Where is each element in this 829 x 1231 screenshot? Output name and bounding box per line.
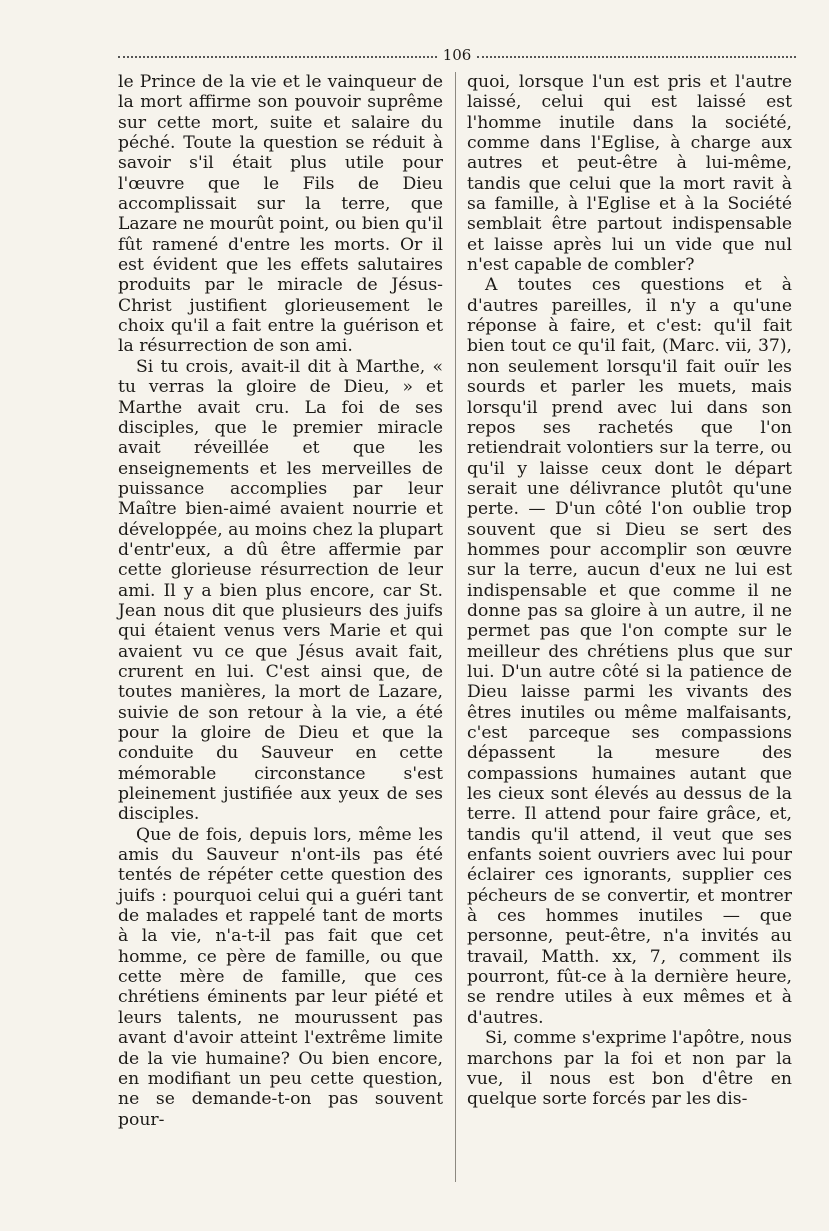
paragraph: le Prince de la vie et le vainqueur de la mort affirme son pouvoir suprême sur cette mort, suite et salaire du péché. Toute la question se réduit à savoir s'il était plus utile pour l'œuvre que le Fils de Dieu accomplissait sur la terre, que Lazare ne mourût point, ou bien qu'il fût ramené d'entre les morts. Or il est évident que les effets salutaires produits par le miracle de Jésus-Christ justifient glorieusement le choix qu'il a fait entre la guérison et la résurrection de son ami.: [118, 72, 443, 357]
paragraph: Que de fois, depuis lors, même les amis du Sauveur n'ont-ils pas été tentés de répéter cette question des juifs : pourquoi celui qui a guéri tant de malades et rappelé tant de morts à la vie, n'a-t-il pas fait que cet homme, ce père de famille, ou que cette mère de famille, que ces chrétiens éminents par leur piété et leurs talents, ne mourussent pas avant d'avoir atteint l'extrême limite de la vie humaine? Ou bien encore, en modifiant un peu cette question, ne se demande-t-on pas souvent pour-: [118, 824, 443, 1130]
page-number: 106: [442, 46, 472, 64]
page-header: [118, 44, 796, 66]
paragraph: quoi, lorsque l'un est pris et l'autre laissé, celui qui est laissé est l'homme inutile dans la société, comme dans l'Eglise, à charge aux autres et peut-être à lui-même, tandis que celui que la mort ravit à sa famille, à l'Eglise et à la Société semblait être partout indispensable et laisse après lui un vide que nul n'est capable de combler?: [467, 72, 792, 276]
left-column: [118, 72, 443, 1130]
paragraph: A toutes ces questions et à d'autres pareilles, il n'y a qu'une réponse à faire, et c'est: qu'il fait bien tout ce qu'il fait, (Marc. vii, 37), non seulement lorsqu'il fait ouïr les sourds et parler les muets, mais lorsqu'il prend avec lui dans son repos ses rachetés que l'on retiendrait volontiers sur la terre, ou qu'il y laisse ceux dont le départ serait une délivrance plutôt qu'une perte. — D'un côté l'on oublie trop souvent que si Dieu se sert des hommes pour accomplir son œuvre sur la terre, aucun d'eux ne lui est indispensable et que comme il ne donne pas sa gloire à un autre, il ne permet pas que l'on compte sur le meilleur des chrétiens plus que sur lui. D'un autre côté si la patience de Dieu laisse parmi les vivants des êtres inutiles ou même malfaisants, c'est parceque ses compassions dépassent la mesure des compassions humaines autant que les cieux sont élevés au dessus de la terre. Il attend pour faire grâce, et, tandis qu'il attend, il veut que ses enfants soient ouvriers avec lui pour éclairer ces ignorants, supplier ces pécheurs de se convertir, et montrer à ces hommes inutiles — que personne, peut-être, n'a invités au travail, Matth. xx, 7, comment ils pourront, fût-ce à la dernière heure, se rendre utiles à eux mêmes et à d'autres.: [467, 275, 792, 1028]
column-divider: [455, 72, 456, 1182]
paragraph: Si tu crois, avait-il dit à Marthe, « tu verras la gloire de Dieu, » et Marthe avait cru. La foi de ses disciples, que le premier miracle avait réveillée et que les enseignements et les merveilles de puissance accomplies par leur Maître bien-aimé avaient nourrie et développée, au moins chez la plupart d'entr'eux, a dû être affermie par cette glorieuse résurrection de leur ami. Il y a bien plus encore, car St. Jean nous dit que plusieurs des juifs qui étaient venus vers Marie et qui avaient vu ce que Jésus avait fait, crurent en lui. C'est ainsi que, de toutes manières, la mort de Lazare, suivie de son retour à la vie, a été pour la gloire de Dieu et que la conduite du Sauveur en cette mémorable circonstance s'est pleinement justifiée aux yeux de ses disciples.: [118, 356, 443, 825]
header-rule-right: [477, 56, 796, 58]
paragraph: Si, comme s'exprime l'apôtre, nous marchons par la foi et non par la vue, il nous est bon d'être en quelque sorte forcés par les dis-: [467, 1028, 792, 1110]
header-rule-left: [118, 56, 437, 58]
right-column: [467, 72, 792, 1110]
